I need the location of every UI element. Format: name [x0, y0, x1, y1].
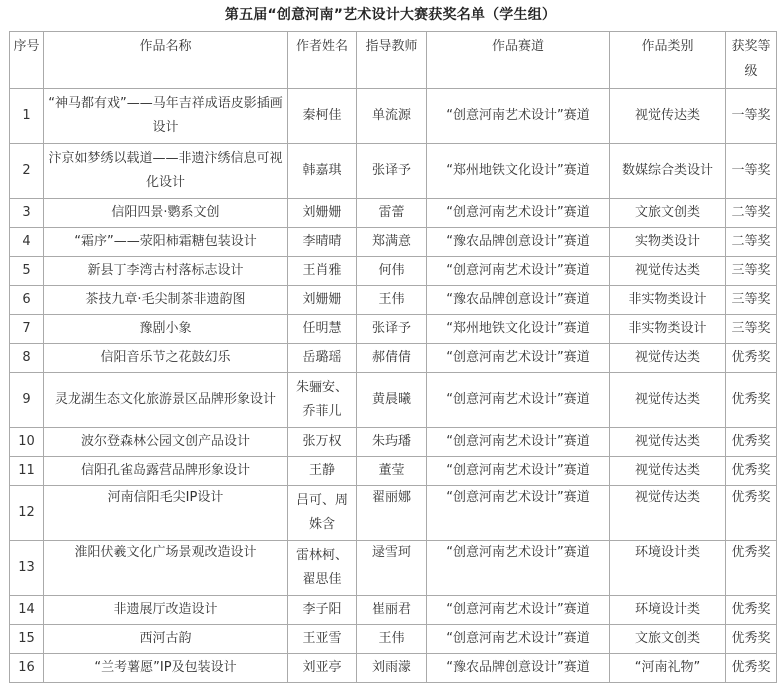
table-row — [10, 596, 777, 625]
table-header-row — [10, 32, 777, 89]
cell-no: 11 — [10, 457, 44, 486]
cell-author: 张万权 — [288, 428, 357, 457]
cell-author: 刘姗姗 — [288, 199, 357, 228]
cell-level: 一等奖 — [726, 144, 777, 199]
cell-category: 视觉传达类 — [610, 373, 726, 428]
cell-category: 视觉传达类 — [610, 457, 726, 486]
cell-title: 信阳孔雀岛露营品牌形象设计 — [44, 457, 288, 486]
cell-track: “创意河南艺术设计”赛道 — [427, 486, 610, 541]
table-row — [10, 654, 777, 683]
cell-no: 16 — [10, 654, 44, 683]
cell-track: “创意河南艺术设计”赛道 — [427, 199, 610, 228]
cell-author: 韩嘉琪 — [288, 144, 357, 199]
table-row — [10, 89, 777, 144]
cell-author: 王静 — [288, 457, 357, 486]
cell-track: “创意河南艺术设计”赛道 — [427, 596, 610, 625]
cell-author: 雷林柯、翟思佳 — [288, 541, 357, 596]
awards-table — [9, 31, 777, 683]
cell-no: 9 — [10, 373, 44, 428]
cell-teacher: 雷蕾 — [357, 199, 427, 228]
cell-level: 优秀奖 — [726, 344, 777, 373]
table-row — [10, 286, 777, 315]
cell-teacher: 郝倩倩 — [357, 344, 427, 373]
cell-category: 视觉传达类 — [610, 428, 726, 457]
cell-no: 1 — [10, 89, 44, 144]
table-row — [10, 541, 777, 596]
cell-category: 文旅文创类 — [610, 625, 726, 654]
header-teacher: 指导教师 — [357, 32, 427, 89]
cell-teacher: 刘雨濛 — [357, 654, 427, 683]
cell-no: 15 — [10, 625, 44, 654]
cell-level: 三等奖 — [726, 257, 777, 286]
cell-level: 优秀奖 — [726, 625, 777, 654]
cell-teacher: 郑满意 — [357, 228, 427, 257]
cell-no: 2 — [10, 144, 44, 199]
cell-category: 环境设计类 — [610, 596, 726, 625]
table-row — [10, 144, 777, 199]
cell-category: 环境设计类 — [610, 541, 726, 596]
cell-no: 3 — [10, 199, 44, 228]
cell-level: 优秀奖 — [726, 373, 777, 428]
cell-author: 李子阳 — [288, 596, 357, 625]
cell-author: 刘亚亭 — [288, 654, 357, 683]
cell-no: 5 — [10, 257, 44, 286]
cell-track: “创意河南艺术设计”赛道 — [427, 373, 610, 428]
cell-teacher: 朱玙璠 — [357, 428, 427, 457]
cell-no: 12 — [10, 486, 44, 541]
cell-author: 任明慧 — [288, 315, 357, 344]
cell-track: “豫农品牌创意设计”赛道 — [427, 286, 610, 315]
cell-level: 三等奖 — [726, 315, 777, 344]
cell-track: “创意河南艺术设计”赛道 — [427, 541, 610, 596]
cell-no: 6 — [10, 286, 44, 315]
cell-teacher: 何伟 — [357, 257, 427, 286]
page-title: 第五届“创意河南”艺术设计大赛获奖名单（学生组） — [224, 7, 557, 23]
cell-track: “创意河南艺术设计”赛道 — [427, 344, 610, 373]
cell-track: “创意河南艺术设计”赛道 — [427, 257, 610, 286]
cell-category: 视觉传达类 — [610, 486, 726, 541]
header-level: 获奖等级 — [726, 32, 777, 89]
header-author: 作者姓名 — [288, 32, 357, 89]
table-row — [10, 228, 777, 257]
cell-category: 数媒综合类设计 — [610, 144, 726, 199]
cell-title: “兰考薯愿”IP及包装设计 — [44, 654, 288, 683]
cell-level: 优秀奖 — [726, 428, 777, 457]
table-row — [10, 344, 777, 373]
cell-no: 7 — [10, 315, 44, 344]
cell-no: 4 — [10, 228, 44, 257]
cell-title: 信阳四景·鹦系文创 — [44, 199, 288, 228]
cell-teacher: 张译予 — [357, 144, 427, 199]
cell-teacher: 王伟 — [357, 625, 427, 654]
cell-level: 优秀奖 — [726, 457, 777, 486]
cell-title: 灵龙湖生态文化旅游景区品牌形象设计 — [44, 373, 288, 428]
cell-category: 文旅文创类 — [610, 199, 726, 228]
cell-title: 波尔登森林公园文创产品设计 — [44, 428, 288, 457]
cell-category: 视觉传达类 — [610, 257, 726, 286]
cell-level: 二等奖 — [726, 228, 777, 257]
cell-title: 豫剧小象 — [44, 315, 288, 344]
cell-track: “豫农品牌创意设计”赛道 — [427, 654, 610, 683]
cell-teacher: 翟丽娜 — [357, 486, 427, 541]
cell-author: 王肖雅 — [288, 257, 357, 286]
cell-level: 一等奖 — [726, 89, 777, 144]
cell-title: 汴京如梦绣以载道——非遗汴绣信息可视化设计 — [44, 144, 288, 199]
cell-category: 视觉传达类 — [610, 89, 726, 144]
cell-title: 河南信阳毛尖IP设计 — [44, 486, 288, 541]
cell-no: 10 — [10, 428, 44, 457]
cell-title: 西河古韵 — [44, 625, 288, 654]
cell-teacher: 张译予 — [357, 315, 427, 344]
table-row — [10, 486, 777, 541]
cell-no: 13 — [10, 541, 44, 596]
cell-title: 非遗展厅改造设计 — [44, 596, 288, 625]
cell-level: 优秀奖 — [726, 596, 777, 625]
cell-category: 非实物类设计 — [610, 286, 726, 315]
cell-teacher: 王伟 — [357, 286, 427, 315]
table-row — [10, 373, 777, 428]
cell-author: 李晴晴 — [288, 228, 357, 257]
cell-level: 优秀奖 — [726, 541, 777, 596]
cell-title: 茶技九章·毛尖制茶非遗韵图 — [44, 286, 288, 315]
cell-title: 新县丁李湾古村落标志设计 — [44, 257, 288, 286]
cell-teacher: 逯雪珂 — [357, 541, 427, 596]
header-title: 作品名称 — [44, 32, 288, 89]
cell-category: 实物类设计 — [610, 228, 726, 257]
cell-level: 优秀奖 — [726, 654, 777, 683]
cell-track: “创意河南艺术设计”赛道 — [427, 457, 610, 486]
cell-author: 朱骊安、乔菲儿 — [288, 373, 357, 428]
cell-author: 王亚雪 — [288, 625, 357, 654]
table-row — [10, 199, 777, 228]
cell-title: 信阳音乐节之花鼓幻乐 — [44, 344, 288, 373]
cell-teacher: 黄晨曦 — [357, 373, 427, 428]
cell-category: 非实物类设计 — [610, 315, 726, 344]
table-row — [10, 315, 777, 344]
cell-category: “河南礼物” — [610, 654, 726, 683]
header-category: 作品类别 — [610, 32, 726, 89]
cell-title: 淮阳伏羲文化广场景观改造设计 — [44, 541, 288, 596]
cell-author: 岳璐瑶 — [288, 344, 357, 373]
cell-author: 吕可、周姝含 — [288, 486, 357, 541]
cell-track: “郑州地铁文化设计”赛道 — [427, 144, 610, 199]
cell-teacher: 董莹 — [357, 457, 427, 486]
cell-level: 三等奖 — [726, 286, 777, 315]
cell-track: “创意河南艺术设计”赛道 — [427, 625, 610, 654]
table-row — [10, 257, 777, 286]
cell-title: “神马都有戏”——马年吉祥成语皮影插画设计 — [44, 89, 288, 144]
cell-track: “创意河南艺术设计”赛道 — [427, 428, 610, 457]
table-row — [10, 457, 777, 486]
cell-author: 秦柯佳 — [288, 89, 357, 144]
cell-category: 视觉传达类 — [610, 344, 726, 373]
cell-level: 优秀奖 — [726, 486, 777, 541]
cell-track: “郑州地铁文化设计”赛道 — [427, 315, 610, 344]
cell-teacher: 崔丽君 — [357, 596, 427, 625]
header-track: 作品赛道 — [427, 32, 610, 89]
cell-no: 14 — [10, 596, 44, 625]
cell-level: 二等奖 — [726, 199, 777, 228]
table-row — [10, 625, 777, 654]
cell-title: “霜序”——荥阳柿霜糖包装设计 — [44, 228, 288, 257]
table-row — [10, 428, 777, 457]
cell-track: “豫农品牌创意设计”赛道 — [427, 228, 610, 257]
cell-no: 8 — [10, 344, 44, 373]
cell-teacher: 单流源 — [357, 89, 427, 144]
cell-track: “创意河南艺术设计”赛道 — [427, 89, 610, 144]
cell-author: 刘姗姗 — [288, 286, 357, 315]
header-no: 序号 — [10, 32, 44, 89]
